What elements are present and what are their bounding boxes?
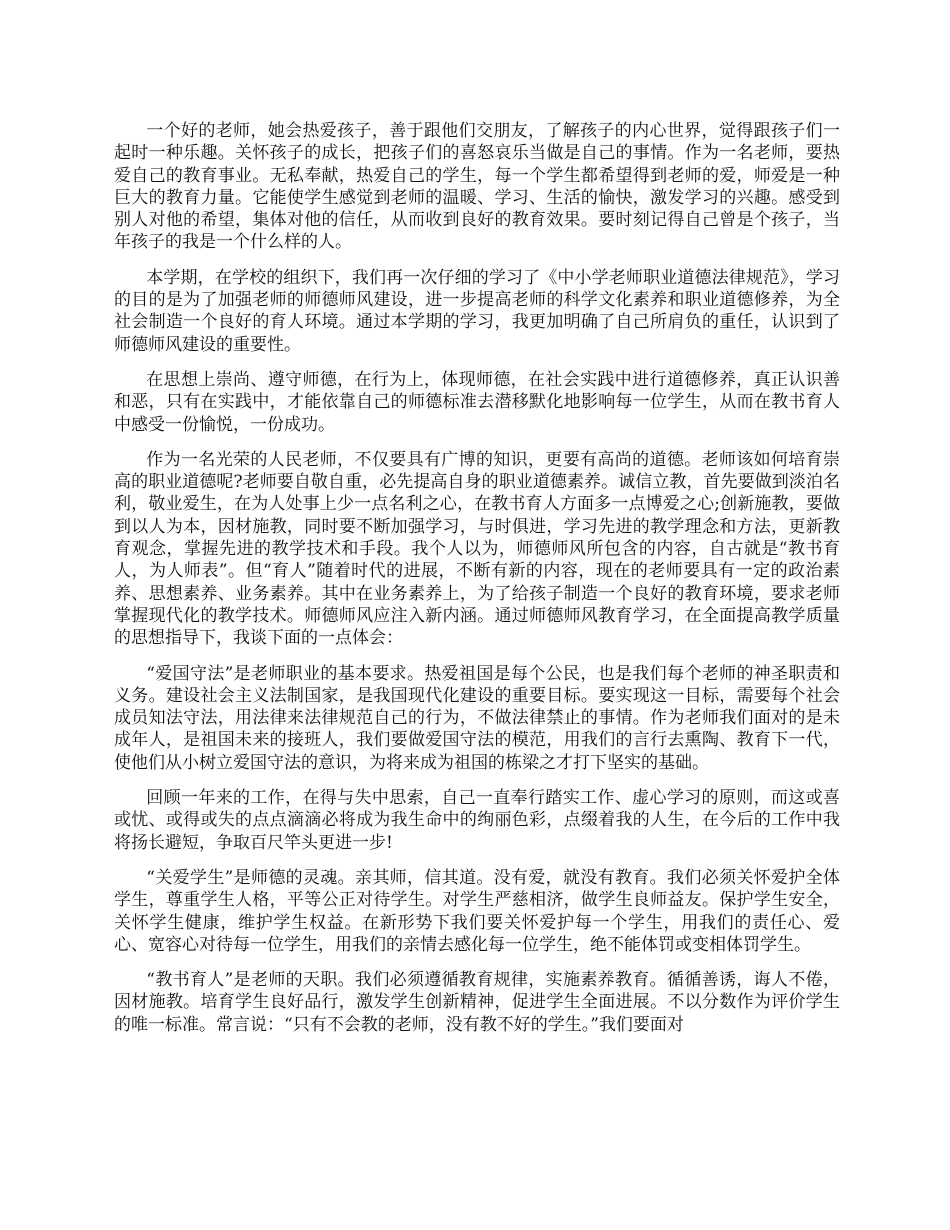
document-body bbox=[114, 120, 840, 1049]
paragraph-6: 回顾一年来的工作，在得与失中思索，自己一直奉行踏实工作、虚心学习的原则，而这或喜或忧、或得或失的点点滴滴必将成为我生命中的绚丽色彩，点缀着我的人生，在今后的工作中我将扬长避短，争取百尺竿头更进一步! bbox=[114, 788, 840, 853]
paragraph-4: 作为一名光荣的人民老师，不仅要具有广博的知识，更要有高尚的道德。老师该如何培育崇高的职业道德呢?老师要自敬自重，必先提高自身的职业道德素养。诚信立教，首先要做到淡泊名利，敬业爱生，在为人处事上少一点名利之心，在教书育人方面多一点博爱之心;创新施教，要做到以人为本，因材施教，同时要不断加强学习，与时俱进，学习先进的教学理念和方法，更新教育观念，掌握先进的教学技术和手段。我个人以为，师德师风所包含的内容，自古就是“教书育人，为人师表”。但“育人”随着时代的进展，不断有新的内容，现在的老师要具有一定的政治素养、思想素养、业务素养。其中在业务素养上，为了给孩子制造一个良好的教育环境，要求老师掌握现代化的教学技术。师德师风应注入新内涵。通过师德师风教育学习，在全面提高教学质量的思想指导下，我谈下面的一点体会： bbox=[114, 449, 840, 649]
paragraph-3: 在思想上崇尚、遵守师德，在行为上，体现师德，在社会实践中进行道德修养，真正认识善和恶，只有在实践中，才能依靠自己的师德标准去潜移默化地影响每一位学生，从而在教书育人中感受一份愉悦，一份成功。 bbox=[114, 369, 840, 435]
paragraph-7: “关爱学生”是师德的灵魂。亲其师，信其道。没有爱，就没有教育。我们必须关怀爱护全体学生，尊重学生人格，平等公正对待学生。对学生严慈相济，做学生良师益友。保护学生安全，关怀学生健康，维护学生权益。在新形势下我们要关怀爱护每一个学生，用我们的责任心、爱心、宽容心对待每一位学生，用我们的亲情去感化每一位学生，绝不能体罚或变相体罚学生。 bbox=[114, 867, 840, 955]
paragraph-2: 本学期，在学校的组织下，我们再一次仔细的学习了《中小学老师职业道德法律规范》，学习的目的是为了加强老师的师德师风建设，进一步提高老师的科学文化素养和职业道德修养，为全社会制造一个良好的育人环境。通过本学期的学习，我更加明确了自己所肩负的重任，认识到了师德师风建设的重要性。 bbox=[114, 267, 840, 355]
paragraph-1: 一个好的老师，她会热爱孩子，善于跟他们交朋友，了解孩子的内心世界，觉得跟孩子们一起时一种乐趣。关怀孩子的成长，把孩子们的喜怒哀乐当做是自己的事情。作为一名老师，要热爱自己的教育事业。无私奉献，热爱自己的学生，每一个学生都希望得到老师的爱，师爱是一种巨大的教育力量。它能使学生感觉到老师的温暖、学习、生活的愉快，激发学习的兴趣。感受到别人对他的希望，集体对他的信任，从而收到良好的教育效果。要时刻记得自己曾是个孩子，当年孩子的我是一个什么样的人。 bbox=[114, 121, 840, 253]
paragraph-5: “爱国守法”是老师职业的基本要求。热爱祖国是每个公民，也是我们每个老师的神圣职责和义务。建设社会主义法制国家，是我国现代化建设的重要目标。要实现这一目标，需要每个社会成员知法守法，用法律来法律规范自己的行为，不做法律禁止的事情。作为老师我们面对的是未成年人，是祖国未来的接班人，我们要做爱国守法的模范，用我们的言行去熏陶、教育下一代，使他们从小树立爱国守法的意识，为将来成为祖国的栋梁之才打下坚实的基础。 bbox=[114, 663, 840, 773]
paragraph-8: “教书育人”是老师的天职。我们必须遵循教育规律，实施素养教育。循循善诱，诲人不倦，因材施教。培育学生良好品行，激发学生创新精神，促进学生全面进展。不以分数作为评价学生的唯一标准。常言说：“只有不会教的老师，没有教不好的学生。”我们要面对 bbox=[114, 970, 840, 1035]
